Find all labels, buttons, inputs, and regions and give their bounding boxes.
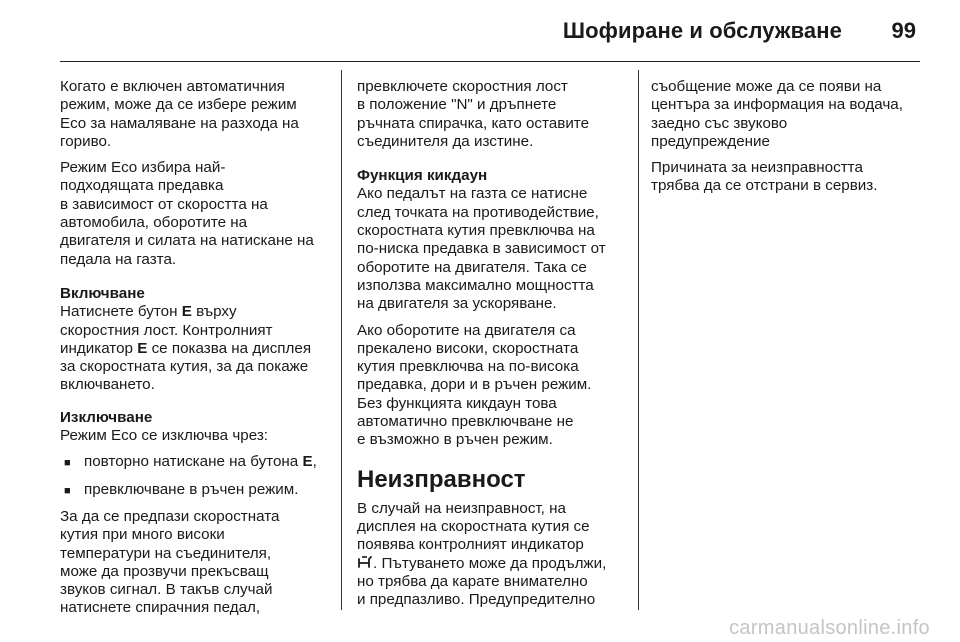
paragraph	[651, 159, 926, 196]
text-line: педала на газта.	[60, 250, 177, 268]
text-line: скоростната кутия превключва на	[357, 222, 595, 240]
text-line: Причината за неизправността	[651, 159, 863, 177]
paragraph	[60, 508, 330, 618]
text-line: центъра за информация на водача,	[651, 96, 903, 114]
text-fragment: върху	[191, 303, 237, 321]
text-line: двигателя и силата на натискане на	[60, 232, 314, 250]
paragraph	[357, 185, 627, 313]
text-line: по-ниска предавка в зависимост от	[357, 240, 606, 258]
section-heading-deactivation: Изключване	[60, 408, 153, 426]
text-line: появява контролният индикатор	[357, 536, 584, 554]
page-title: Шофиране и обслужване	[562, 18, 842, 43]
column-divider-2	[638, 70, 639, 610]
text-line: в положение "N" и дръпнете	[357, 96, 557, 114]
text-line: използва максимално мощността	[357, 276, 594, 294]
paragraph	[651, 78, 926, 151]
text-line: и предпазливо. Предупредително	[357, 591, 596, 609]
text-fragment: . Пътуването може да продължи,	[373, 554, 607, 572]
text-line: включването.	[60, 376, 155, 394]
text-line	[60, 303, 330, 321]
text-line: дисплея на скоростната кутия се	[357, 517, 590, 535]
text-line: Ако педалът на газта се натисне	[357, 185, 588, 203]
text-line: кутия при много високи	[60, 526, 225, 544]
text-line: Когато е включен автоматичния	[60, 78, 285, 95]
section-heading-kickdown: Функция кикдаун	[357, 167, 488, 185]
text-line: В случай на неизправност, на	[357, 499, 566, 517]
watermark: carmanualsonline.info	[729, 617, 930, 639]
eco-key-label: E	[181, 303, 192, 321]
text-fragment: се показва на дисплея	[147, 339, 312, 357]
header-divider	[60, 61, 920, 62]
text-line: За да се предпази скоростната	[60, 507, 280, 525]
eco-key-label: E	[137, 339, 148, 357]
section-heading-activation: Включване	[60, 284, 145, 302]
text-line: в зависимост от скоростта на	[60, 195, 268, 213]
list-item	[60, 453, 330, 472]
text-line: Без функцията кикдаун това	[357, 394, 557, 412]
section-heading-malfunction: Неизправност	[357, 465, 526, 493]
list-item	[60, 481, 330, 500]
text-line: натиснете спирачния педал,	[60, 599, 261, 617]
text-line: съединителя да изстине.	[357, 132, 534, 150]
column-2	[357, 78, 627, 617]
bullet-square-icon: ■	[64, 457, 71, 470]
text-line: превключете скоростния лост	[357, 78, 568, 95]
text-fragment: индикатор	[60, 339, 138, 357]
text-line: кутия превключва на по-висока	[357, 358, 579, 376]
text-line: след точката на противодействие,	[357, 203, 599, 221]
text-line	[357, 555, 627, 573]
gearbox-fault-icon	[357, 556, 373, 570]
text-line: ръчната спирачка, като оставите	[357, 114, 590, 132]
text-line: съобщение може да се появи на	[651, 78, 882, 95]
text-line: прекалено високи, скоростната	[357, 339, 579, 357]
text-line: Режим Eco се изключва чрез:	[60, 427, 269, 445]
text-line: Режим Eco избира най-	[60, 159, 226, 177]
list-item-text	[84, 453, 317, 471]
text-line: Eco за намаляване на разхода на	[60, 114, 299, 132]
text-line	[60, 340, 330, 358]
text-line: на двигателя за ускоряване.	[357, 295, 557, 313]
text-line: заедно със звуково	[651, 114, 788, 132]
paragraph	[60, 78, 330, 151]
text-line: звуков сигнал. В такъв случай	[60, 581, 273, 599]
text-line: автомобила, оборотите на	[60, 214, 248, 232]
text-line: трябва да се отстрани в сервиз.	[651, 177, 878, 195]
paragraph	[60, 303, 330, 394]
column-1	[60, 78, 330, 626]
text-fragment: Натиснете бутон	[60, 303, 182, 321]
page-number: 99	[891, 18, 916, 43]
paragraph	[60, 427, 330, 445]
bullet-square-icon: ■	[64, 484, 71, 497]
eco-key-label: E	[302, 453, 313, 471]
column-3	[651, 78, 926, 204]
list-item-text: превключване в ръчен режим.	[84, 480, 299, 498]
text-line: е възможно в ръчен режим.	[357, 431, 553, 449]
paragraph	[357, 78, 627, 151]
text-line: но трябва да карате внимателно	[357, 572, 588, 590]
text-line: за скоростната кутия, за да покаже	[60, 358, 309, 376]
text-line: предупреждение	[651, 132, 770, 150]
paragraph	[357, 500, 627, 610]
text-line: температури на съединителя,	[60, 544, 272, 562]
text-line: може да прозвучи прекъсващ	[60, 562, 269, 580]
text-line: оборотите на двигателя. Така се	[357, 258, 587, 276]
text-fragment: ,	[312, 453, 317, 471]
text-line: автоматично превключване не	[357, 413, 574, 431]
column-divider-1	[341, 70, 342, 610]
text-line: скоростния лост. Контролният	[60, 321, 273, 339]
text-line: подходящата предавка	[60, 177, 224, 195]
page-header	[0, 0, 960, 60]
text-line: гориво.	[60, 132, 112, 150]
text-line: режим, може да се избере режим	[60, 96, 297, 114]
text-fragment: повторно натискане на бутона	[84, 453, 303, 471]
text-line: предавка, дори и в ръчен режим.	[357, 376, 592, 394]
paragraph	[357, 322, 627, 450]
text-line: Ако оборотите на двигателя са	[357, 321, 576, 339]
paragraph	[60, 159, 330, 269]
